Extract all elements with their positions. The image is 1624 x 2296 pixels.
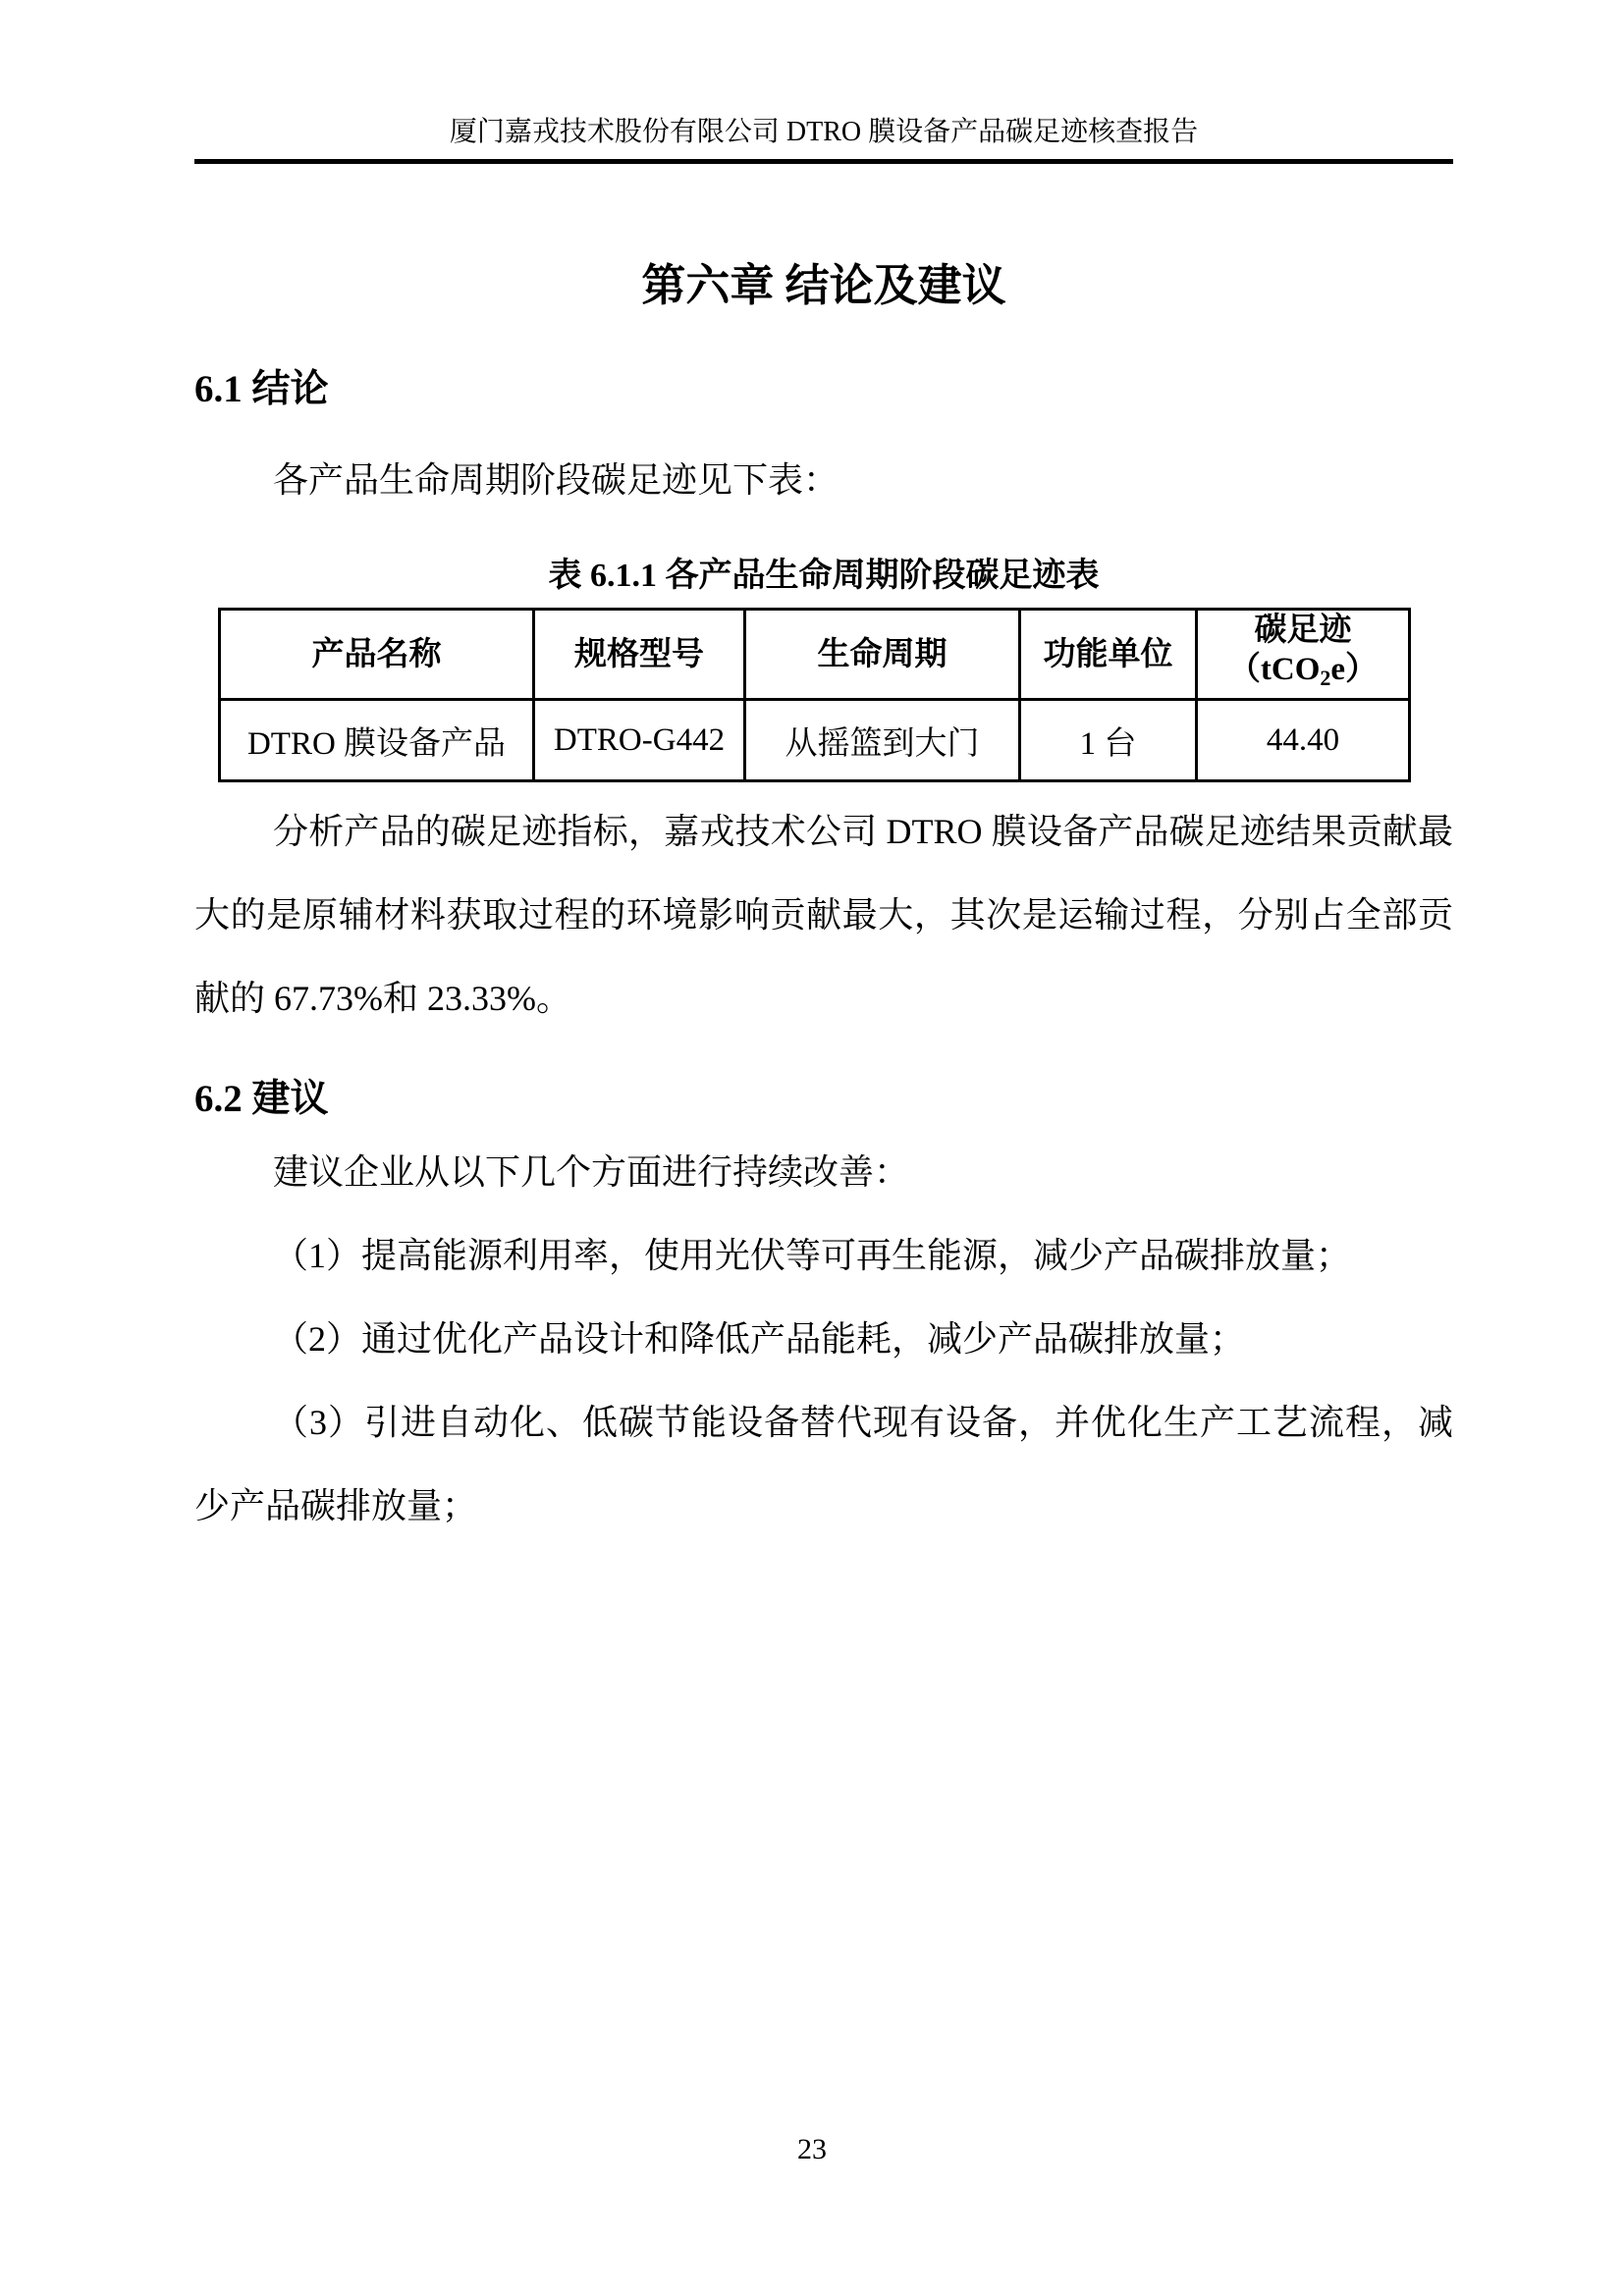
footprint-table-header: [220, 610, 1410, 700]
chapter-title: 第六章 结论及建议: [641, 261, 1006, 310]
suggestion-item-2: （2）通过优化产品设计和降低产品能耗，减少产品碳排放量；: [273, 1319, 1246, 1359]
section-heading-6-2: 6.2 建议: [194, 1078, 329, 1120]
cell-product-name: DTRO 膜设备产品: [220, 700, 534, 781]
cell-carbon-footprint-value: 44.40: [1197, 700, 1410, 781]
cell-life-cycle: 从摇篮到大门: [745, 700, 1020, 781]
co2-subscript: 2: [1320, 666, 1331, 690]
table-caption: 表 6.1.1 各产品生命周期阶段碳足迹表: [548, 558, 1100, 594]
conclusion-analysis-paragraph: 分析产品的碳足迹指标，嘉戎技术公司 DTRO 膜设备产品碳足迹结果贡献最大的是原辅材料获取过程的环境影响贡献最大，其次是运输过程，分别占全部贡献的 67.73%和 23.33%。: [194, 812, 1453, 1018]
suggestion-item-1: （1）提高能源利用率，使用光伏等可再生能源，减少产品碳排放量；: [273, 1236, 1352, 1275]
running-header: [194, 116, 1453, 164]
cell-model: DTRO-G442: [534, 700, 745, 781]
header-cell-model: 规格型号: [534, 610, 745, 700]
carbon-footprint-unit: （tCO2e）: [1227, 652, 1379, 690]
table-header-row: [220, 610, 1410, 700]
cell-functional-unit: 1 台: [1020, 700, 1197, 781]
footprint-table-body: [220, 700, 1410, 781]
header-cell-life-cycle: 生命周期: [745, 610, 1020, 700]
header-cell-carbon-footprint: [1197, 610, 1410, 700]
section-heading-6-1: 6.1 结论: [194, 368, 329, 410]
table-row: [220, 700, 1410, 781]
header-cell-functional-unit: 功能单位: [1020, 610, 1197, 700]
suggestion-intro-text: 建议企业从以下几个方面进行持续改善：: [273, 1152, 910, 1192]
suggestions-block: [194, 1131, 1453, 1548]
carbon-footprint-label: 碳足迹: [1254, 613, 1352, 648]
footprint-table: [218, 608, 1411, 782]
conclusion-intro-text: 各产品生命周期阶段碳足迹见下表：: [273, 460, 839, 500]
page-number: 23: [797, 2133, 827, 2165]
header-cell-product-name: 产品名称: [220, 610, 534, 700]
suggestion-item-3: （3）引进自动化、低碳节能设备替代现有设备，并优化生产工艺流程，减少产品碳排放量；: [194, 1403, 1453, 1525]
running-header-title: 厦门嘉戎技术股份有限公司 DTRO 膜设备产品碳足迹核查报告: [449, 117, 1199, 147]
